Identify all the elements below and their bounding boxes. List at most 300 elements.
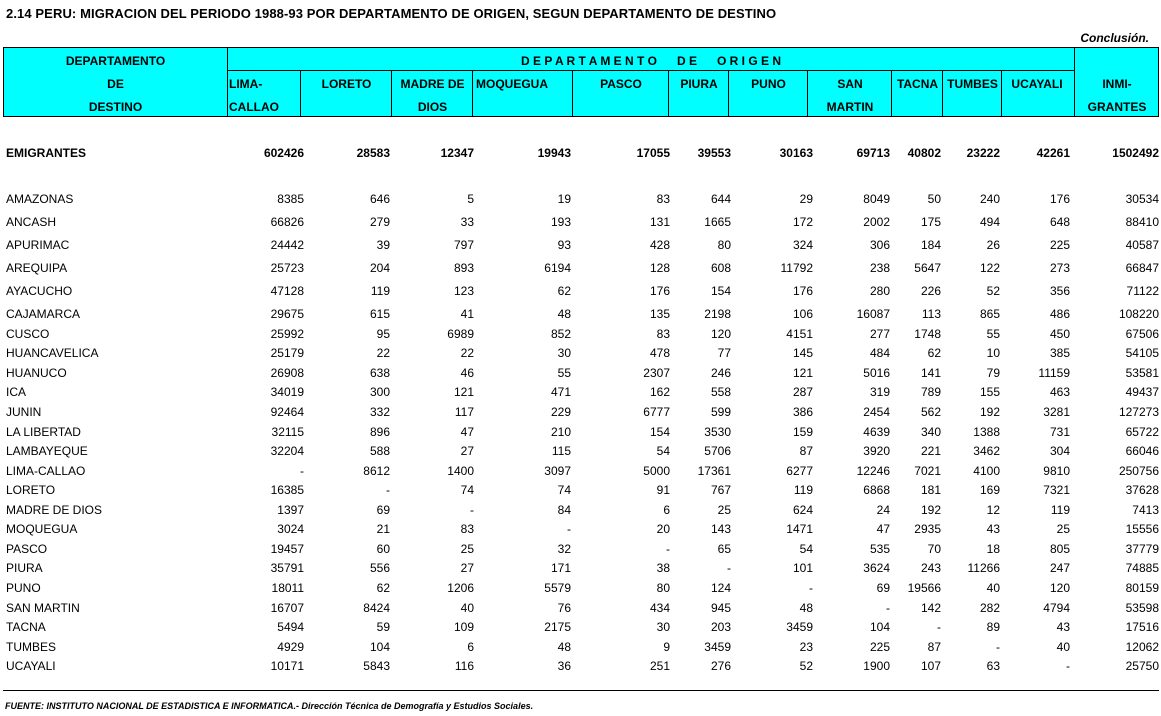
cell-value: 83 (656, 327, 670, 341)
cell-value: 731 (1049, 425, 1070, 439)
cell-value: 1397 (277, 503, 304, 517)
cell-value: 865 (979, 307, 1000, 321)
cell-value: 18011 (271, 581, 304, 595)
cell-value: 175 (920, 215, 941, 229)
cell-value: 48 (557, 640, 571, 654)
cell-value: 60 (376, 542, 390, 556)
cell-value: 131 (649, 215, 670, 229)
cell-value: 135 (649, 307, 670, 321)
cell-value: 5706 (704, 444, 731, 458)
cell-value: 246 (710, 366, 731, 380)
row-label: APURIMAC (6, 238, 70, 252)
cell-value: 3530 (704, 425, 731, 439)
cell-value: 25992 (270, 327, 304, 341)
cell-value: 25 (460, 542, 474, 556)
cell-value: 74 (557, 483, 571, 497)
origin-col-header-line1: MOQUEGUA (476, 77, 548, 91)
cell-value: 43 (1056, 620, 1070, 634)
table-row (0, 522, 1161, 538)
origin-col-header-line1: SAN (837, 77, 863, 91)
cell-value: - (470, 503, 474, 517)
cell-value: 6277 (786, 464, 813, 478)
table-row (0, 601, 1161, 617)
origin-col-header-line1: PIURA (680, 77, 718, 91)
cell-value: 87 (799, 444, 813, 458)
origin-col-header-line1: UCAYALI (1011, 77, 1063, 91)
cell-value: 38 (656, 561, 670, 575)
row-label: PIURA (6, 561, 43, 575)
cell-value: 83 (460, 522, 474, 536)
row-label: TACNA (6, 620, 46, 634)
cell-value: - (809, 581, 813, 595)
cell-value: 204 (369, 261, 390, 275)
cell-value: 181 (920, 483, 941, 497)
cell-value: 52 (986, 284, 1000, 298)
cell-value: 12 (986, 503, 1000, 517)
cell-value: 24442 (270, 238, 304, 252)
cell-value: 5000 (643, 464, 670, 478)
cell-value: 805 (1049, 542, 1070, 556)
table-row (0, 307, 1161, 323)
cell-value: 17516 (1125, 620, 1159, 634)
cell-value: 16087 (856, 307, 890, 321)
cell-value: 25179 (270, 346, 304, 360)
cell-value: 1665 (704, 215, 731, 229)
cell-value: 478 (649, 346, 670, 360)
cell-value: 644 (710, 192, 731, 206)
cell-value: 27 (460, 444, 474, 458)
row-label: LORETO (6, 483, 56, 497)
cell-value: 67506 (1125, 327, 1159, 341)
cell-value: 5494 (277, 620, 304, 634)
cell-value: 251 (649, 659, 670, 673)
cell-value: 159 (792, 425, 813, 439)
cell-value: 70 (927, 542, 941, 556)
cell-value: 76 (557, 601, 571, 615)
cell-value: 27 (460, 561, 474, 575)
cell-value: 25 (717, 503, 731, 517)
cell-value: 54 (799, 542, 813, 556)
cell-value: 6 (663, 503, 670, 517)
table-row (0, 561, 1161, 577)
origin-col-header-line1: LORETO (321, 77, 372, 91)
cell-value: 599 (710, 405, 731, 419)
cell-value: - (300, 464, 304, 478)
cell-value: 154 (710, 284, 731, 298)
table-row (0, 192, 1161, 208)
cell-value: 6989 (447, 327, 474, 341)
dest-header-line2: DE (107, 77, 124, 91)
table-row (0, 542, 1161, 558)
cell-value: 120 (1049, 581, 1070, 595)
cell-value: 646 (369, 192, 390, 206)
cell-value: 142 (920, 601, 941, 615)
cell-value: 282 (979, 601, 1000, 615)
cell-value: 32 (557, 542, 571, 556)
cell-value: 28583 (356, 146, 390, 160)
origin-group-header: D E P A R T A M E N T O D E O R I G E N (520, 54, 782, 68)
cell-value: 39 (376, 238, 390, 252)
cell-value: 74885 (1125, 561, 1159, 575)
table-row (0, 284, 1161, 300)
cell-value: 210 (550, 425, 571, 439)
cell-value: 52 (799, 659, 813, 673)
cell-value: 3462 (973, 444, 1000, 458)
origin-col-header-line1: PUNO (751, 77, 786, 91)
cell-value: 558 (710, 385, 731, 399)
cell-value: 71122 (1126, 284, 1159, 298)
cell-value: 37628 (1125, 483, 1159, 497)
row-label: CUSCO (6, 327, 50, 341)
row-label: MADRE DE DIOS (6, 503, 103, 517)
origin-col-header-line1: LIMA- (229, 77, 263, 91)
cell-value: 119 (370, 284, 390, 298)
cell-value: 40802 (907, 146, 941, 160)
table-row (0, 620, 1161, 636)
cell-value: - (996, 640, 1000, 654)
cell-value: 54105 (1125, 346, 1159, 360)
cell-value: 23 (799, 640, 813, 654)
cell-value: 171 (550, 561, 571, 575)
cell-value: 240 (979, 192, 1000, 206)
cell-value: 127273 (1118, 405, 1159, 419)
cell-value: 116 (454, 659, 474, 673)
cell-value: 155 (979, 385, 1000, 399)
cell-value: 12246 (856, 464, 890, 478)
cell-value: 91 (656, 483, 670, 497)
cell-value: 221 (920, 444, 941, 458)
cell-value: 119 (1050, 503, 1070, 517)
cell-value: 340 (920, 425, 941, 439)
cell-value: 48 (799, 601, 813, 615)
cell-value: 193 (550, 215, 571, 229)
row-label: JUNIN (6, 405, 42, 419)
cell-value: 10 (986, 346, 1000, 360)
cell-value: 122 (979, 261, 1000, 275)
cell-value: 30534 (1125, 192, 1159, 206)
cell-value: 5647 (914, 261, 941, 275)
cell-value: - (386, 483, 390, 497)
cell-value: 29 (799, 192, 813, 206)
cell-value: 2935 (914, 522, 941, 536)
cell-value: 66847 (1125, 261, 1159, 275)
cell-value: 63 (986, 659, 1000, 673)
cell-value: 53598 (1125, 601, 1159, 615)
cell-value: 789 (920, 385, 941, 399)
cell-value: - (886, 601, 890, 615)
cell-value: 356 (1049, 284, 1070, 298)
cell-value: 16707 (270, 601, 304, 615)
cell-value: 93 (557, 238, 571, 252)
row-label: PASCO (6, 542, 48, 556)
table-row (0, 444, 1161, 460)
cell-value: 47 (460, 425, 474, 439)
cell-value: 121 (453, 385, 474, 399)
origin-col-header-line1: MADRE DE (400, 77, 465, 91)
cell-value: 1900 (863, 659, 890, 673)
row-label: ANCASH (6, 215, 57, 229)
row-label: SAN MARTIN (6, 601, 80, 615)
cell-value: 89 (986, 620, 1000, 634)
cell-value: 287 (792, 385, 813, 399)
cell-value: 120 (710, 327, 731, 341)
cell-value: 29675 (270, 307, 304, 321)
row-label: CAJAMARCA (6, 307, 81, 321)
row-label: MOQUEGUA (6, 522, 78, 536)
cell-value: 280 (869, 284, 890, 298)
table-row (0, 425, 1161, 441)
cell-value: 162 (649, 385, 670, 399)
table-row (0, 238, 1161, 254)
cell-value: 638 (369, 366, 390, 380)
cell-value: 588 (369, 444, 390, 458)
cell-value: 32204 (270, 444, 304, 458)
cell-value: 797 (453, 238, 474, 252)
cell-value: 59 (376, 620, 390, 634)
cell-value: 141 (920, 366, 941, 380)
cell-value: 7413 (1132, 503, 1159, 517)
cell-value: 4100 (973, 464, 1000, 478)
cell-value: 319 (869, 385, 890, 399)
cell-value: 11159 (1038, 366, 1070, 380)
cell-value: 34019 (270, 385, 304, 399)
table-row (0, 405, 1161, 421)
cell-value: 36 (557, 659, 571, 673)
cell-value: 40 (1056, 640, 1070, 654)
cell-value: 47 (876, 522, 890, 536)
table-row (0, 483, 1161, 499)
cell-value: - (1066, 659, 1070, 673)
cell-value: 608 (710, 261, 731, 275)
cell-value: 3024 (277, 522, 304, 536)
cell-value: 247 (1049, 561, 1070, 575)
cell-value: 2175 (544, 620, 571, 634)
cell-value: 1388 (973, 425, 1000, 439)
cell-value: 486 (1049, 307, 1070, 321)
cell-value: 17361 (697, 464, 731, 478)
cell-value: 69713 (856, 146, 890, 160)
cell-value: 428 (649, 238, 670, 252)
row-label: HUANUCO (6, 366, 67, 380)
cell-value: 109 (453, 620, 474, 634)
cell-value: 19566 (907, 581, 941, 595)
cell-value: 25723 (270, 261, 304, 275)
dest-header-line3: DESTINO (88, 100, 143, 114)
cell-value: 46 (460, 366, 474, 380)
table-row (0, 503, 1161, 519)
row-label: TUMBES (6, 640, 57, 654)
row-label: AREQUIPA (6, 261, 68, 275)
cell-value: - (937, 620, 941, 634)
cell-value: 66826 (270, 215, 304, 229)
cell-value: 192 (979, 405, 1000, 419)
cell-value: 615 (369, 307, 390, 321)
cell-value: 84 (557, 503, 571, 517)
cell-value: 104 (369, 640, 390, 654)
cell-value: 55 (557, 366, 571, 380)
table-row (0, 215, 1161, 231)
cell-value: 25 (1056, 522, 1070, 536)
origin-col-header-line2: MARTIN (826, 100, 874, 114)
cell-value: 62 (557, 284, 571, 298)
cell-value: 4794 (1043, 601, 1070, 615)
cell-value: 115 (551, 444, 571, 458)
immig-header-line2: GRANTES (1087, 100, 1147, 114)
table-row (0, 327, 1161, 343)
cell-value: 176 (792, 284, 813, 298)
origin-col-header-line2: DIOS (417, 100, 448, 114)
cell-value: 41 (460, 307, 474, 321)
cell-value: 69 (876, 581, 890, 595)
cell-value: 19943 (537, 146, 571, 160)
cell-value: 386 (792, 405, 813, 419)
cell-value: 12347 (440, 146, 474, 160)
cell-value: 43 (986, 522, 1000, 536)
table-row (0, 464, 1161, 480)
immig-header-line1: INMI- (1102, 77, 1132, 91)
cell-value: 4929 (277, 640, 304, 654)
cell-value: 123 (453, 284, 474, 298)
cell-value: 21 (376, 522, 390, 536)
cell-value: 2307 (643, 366, 670, 380)
row-label: UCAYALI (6, 659, 56, 673)
cell-value: 8424 (363, 601, 390, 615)
cell-value: 176 (1049, 192, 1070, 206)
cell-value: 145 (792, 346, 813, 360)
cell-value: 40 (986, 581, 1000, 595)
cell-value: 119 (793, 483, 813, 497)
cell-value: 5843 (363, 659, 390, 673)
cell-value: 3459 (704, 640, 731, 654)
cell-value: 5 (467, 192, 474, 206)
cell-value: 184 (920, 238, 941, 252)
footer-rule (3, 690, 1159, 691)
cell-value: 40587 (1125, 238, 1159, 252)
emigrants-row (0, 146, 1161, 162)
cell-value: 324 (792, 238, 813, 252)
cell-value: 535 (869, 542, 890, 556)
cell-value: 176 (649, 284, 670, 298)
source-note: FUENTE: INSTITUTO NACIONAL DE ESTADISTICA E INFORMATICA.- Dirección Técnica de Demografía y Estudios Sociales. (5, 701, 534, 711)
cell-value: 53581 (1125, 366, 1159, 380)
cell-value: 10171 (270, 659, 304, 673)
cell-value: 8049 (863, 192, 890, 206)
cell-value: 19457 (270, 542, 304, 556)
cell-value: 624 (792, 503, 813, 517)
table-row (0, 581, 1161, 597)
cell-value: 107 (920, 659, 941, 673)
cell-value: 5016 (863, 366, 890, 380)
cell-value: 1502492 (1112, 146, 1159, 160)
cell-value: 117 (454, 405, 474, 419)
cell-value: - (727, 561, 731, 575)
table-row (0, 366, 1161, 382)
row-label: EMIGRANTES (6, 146, 87, 160)
cell-value: 33 (460, 215, 474, 229)
cell-value: 22 (460, 346, 474, 360)
cell-value: 35791 (270, 561, 304, 575)
table-row (0, 346, 1161, 362)
cell-value: 332 (369, 405, 390, 419)
cell-value: 3624 (863, 561, 890, 575)
cell-value: 95 (376, 327, 390, 341)
cell-value: 62 (927, 346, 941, 360)
cell-value: 87 (927, 640, 941, 654)
cell-value: 113 (921, 307, 941, 321)
cell-value: 80159 (1125, 581, 1159, 595)
cell-value: 4639 (863, 425, 890, 439)
cell-value: 471 (550, 385, 571, 399)
cell-value: 83 (656, 192, 670, 206)
cell-value: 18 (986, 542, 1000, 556)
cell-value: 8612 (363, 464, 390, 478)
cell-value: 893 (453, 261, 474, 275)
cell-value: 22 (376, 346, 390, 360)
cell-value: 12062 (1125, 640, 1159, 654)
cell-value: 80 (717, 238, 731, 252)
cell-value: 154 (649, 425, 670, 439)
cell-value: 143 (710, 522, 731, 536)
cell-value: 11792 (780, 261, 813, 275)
cell-value: 69 (376, 503, 390, 517)
cell-value: 300 (369, 385, 390, 399)
row-label: HUANCAVELICA (6, 346, 99, 360)
row-label: ICA (6, 385, 27, 399)
cell-value: 225 (1049, 238, 1070, 252)
cell-value: 32115 (271, 425, 304, 439)
cell-value: 304 (1049, 444, 1070, 458)
table-row (0, 659, 1161, 675)
origin-col-header-line2: CALLAO (229, 100, 279, 114)
cell-value: 48 (557, 307, 571, 321)
cell-value: 385 (1049, 346, 1070, 360)
cell-value: 121 (792, 366, 813, 380)
table-row (0, 261, 1161, 277)
cell-value: 3281 (1043, 405, 1070, 419)
cell-value: 4151 (786, 327, 813, 341)
cell-value: 1400 (447, 464, 474, 478)
cell-value: 47128 (270, 284, 304, 298)
cell-value: 62 (376, 581, 390, 595)
cell-value: 88410 (1125, 215, 1159, 229)
cell-value: 602426 (263, 146, 304, 160)
table-row (0, 640, 1161, 656)
cell-value: 30 (557, 346, 571, 360)
cell-value: 6777 (643, 405, 670, 419)
cell-value: 24 (876, 503, 890, 517)
cell-value: 225 (869, 640, 890, 654)
cell-value: 40 (460, 601, 474, 615)
cell-value: 1206 (447, 581, 474, 595)
cell-value: 104 (869, 620, 890, 634)
cell-value: 852 (550, 327, 571, 341)
cell-value: 7321 (1043, 483, 1070, 497)
table-row (0, 385, 1161, 401)
table-title: 2.14 PERU: MIGRACION DEL PERIODO 1988-93 POR DEPARTAMENTO DE ORIGEN, SEGUN DEPARTAMENTO DE DESTINO (6, 6, 777, 21)
cell-value: 55 (986, 327, 1000, 341)
cell-value: 26908 (270, 366, 304, 380)
cell-value: 276 (710, 659, 731, 673)
cell-value: 26 (986, 238, 1000, 252)
cell-value: 556 (369, 561, 390, 575)
cell-value: 49437 (1125, 385, 1159, 399)
cell-value: 450 (1049, 327, 1070, 341)
cell-value: 306 (869, 238, 890, 252)
cell-value: 8385 (277, 192, 304, 206)
cell-value: 65 (717, 542, 731, 556)
cell-value: 66046 (1125, 444, 1159, 458)
cell-value: 20 (656, 522, 670, 536)
